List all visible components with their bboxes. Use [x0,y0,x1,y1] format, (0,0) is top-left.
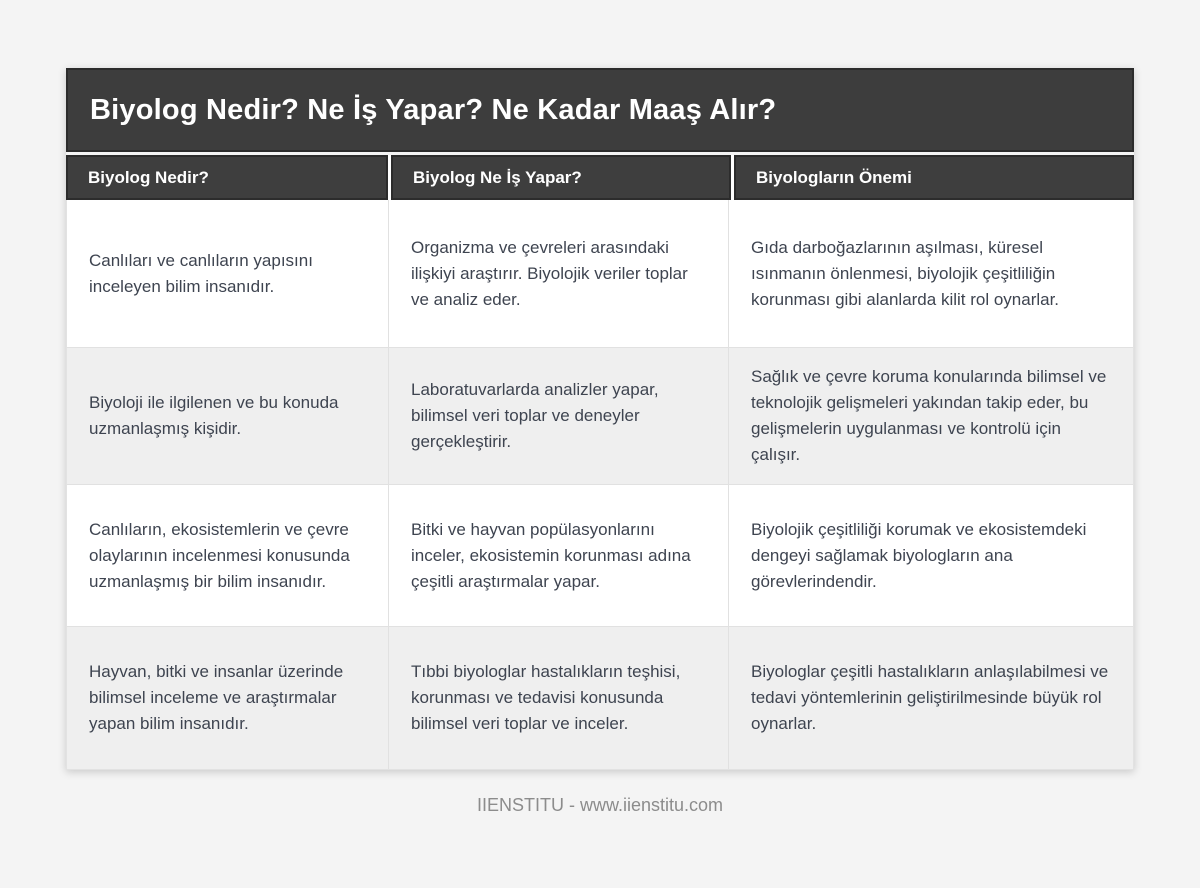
title-bar [66,68,1134,152]
table-cell: Tıbbi biyologlar hastalıkların teşhisi, korunması ve tedavisi konusunda bilimsel veri toplar ve inceler. [388,627,728,769]
table-cell: Bitki ve hayvan popülasyonlarını inceler, ekosistemin korunması adına çeşitli araştırmalar yapar. [388,485,728,626]
table-cell: Organizma ve çevreleri arasındaki ilişkiyi araştırır. Biyolojik veriler toplar ve analiz eder. [388,200,728,347]
column-header-biyolog-ne-is-yapar: Biyolog Ne İş Yapar? [391,155,731,200]
table-row [67,200,1133,347]
table-cell: Hayvan, bitki ve insanlar üzerinde bilimsel inceleme ve araştırmalar yapan bilim insanıdır. [89,662,344,733]
column-header-biyologlarin-onemi: Biyologların Önemi [734,155,1134,200]
column-header-biyolog-nedir: Biyolog Nedir? [66,155,388,200]
footer-credit: IIENSTITU - www.iienstitu.com [476,795,724,815]
table-cell: Canlıların, ekosistemlerin ve çevre olaylarının incelenmesi konusunda uzmanlaşmış bir bilim insanıdır. [89,519,350,591]
table-row [67,626,1133,769]
table-row [67,347,1133,484]
table-cell: Biyolojik çeşitliliği korumak ve ekosistemdeki dengeyi sağlamak biyologların ana görevlerindendir. [728,485,1133,626]
table-cell: Laboratuvarlarda analizler yapar, bilimsel veri toplar ve deneyler gerçekleştirir. [388,348,728,484]
table-cell: Canlıları ve canlıların yapısını inceleyen bilim insanıdır. [89,250,313,296]
table-cell: Biyoloji ile ilgilenen ve bu konuda uzmanlaşmış kişidir. [89,393,339,438]
table-body [66,200,1134,770]
table-cell: Biyologlar çeşitli hastalıkların anlaşılabilmesi ve tedavi yöntemlerinin geliştirilmesinde büyük rol oynarlar. [728,627,1133,769]
table-cell: Sağlık ve çevre koruma konularında bilimsel ve teknolojik gelişmeleri yakından takip eder, bu gelişmelerin uygulanması ve kontrolü için çalışır. [728,348,1133,484]
info-table-card [66,68,1134,770]
table-cell: Gıda darboğazlarının aşılması, küresel ısınmanın önlenmesi, biyolojik çeşitliliğin korunması gibi alanlarda kilit rol oynarlar. [728,200,1133,347]
table-header-row [66,155,1134,200]
table-row [67,484,1133,626]
page-title: Biyolog Nedir? Ne İş Yapar? Ne Kadar Maaş Alır? [90,93,777,126]
